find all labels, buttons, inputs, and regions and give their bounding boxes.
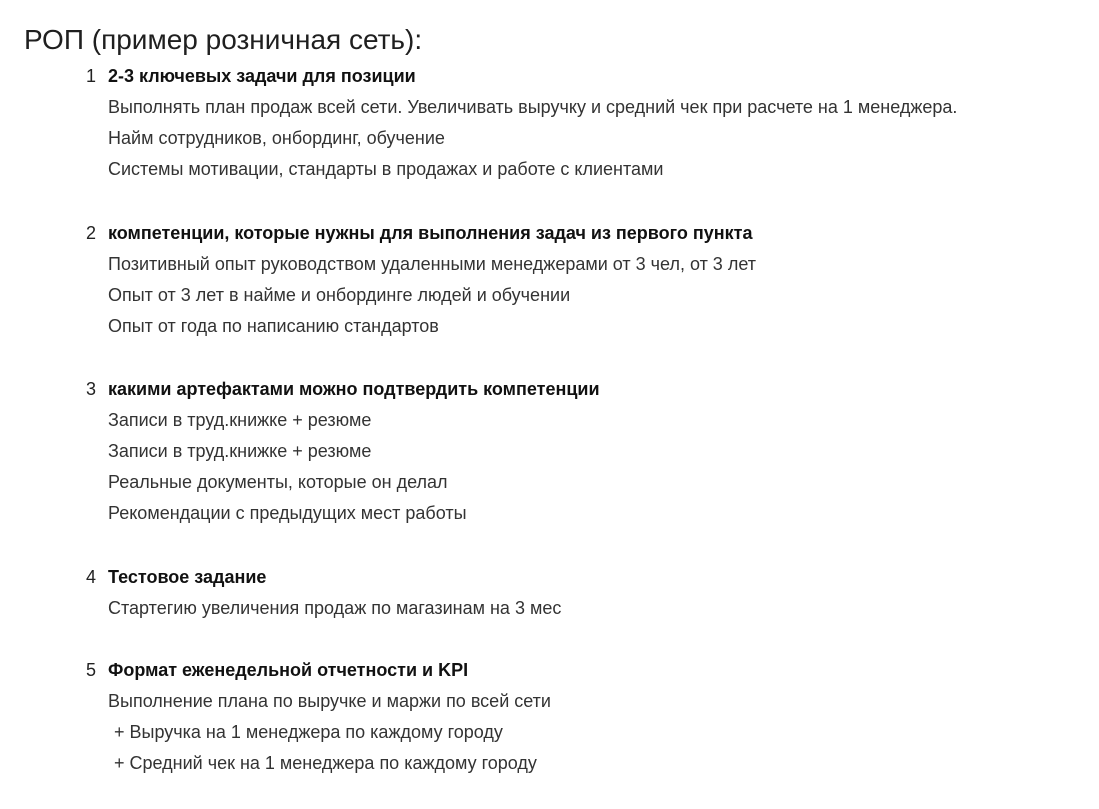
section-4 [86,562,1076,624]
section-3 [86,374,1076,529]
list-item: Позитивный опыт руководством удаленными менеджерами от 3 чел, от 3 лет [108,254,756,274]
section-heading: Формат еженедельной отчетности и KPI [108,660,469,680]
list-item: + Выручка на 1 менеджера по каждому городу [114,722,503,742]
list-item: Записи в труд.книжке + резюме [108,410,372,430]
section-header [86,61,1076,92]
list-item: Стартегию увеличения продаж по магазинам на 3 мес [108,598,562,618]
section-number: 5 [86,660,97,680]
section-header [86,562,1076,593]
list-item: Опыт от года по написанию стандартов [108,316,439,336]
section-heading: компетенции, которые нужны для выполнения задач из первого пункта [108,223,753,243]
section-items [86,249,1076,342]
section-header [86,655,1076,686]
section-items [86,405,1076,529]
section-number: 1 [86,66,97,86]
section-5 [86,655,1076,779]
list-item: Записи в труд.книжке + резюме [108,441,372,461]
list-item: Системы мотивации, стандарты в продажах и работе с клиентами [108,159,664,179]
list-item: Выполнять план продаж всей сети. Увеличивать выручку и средний чек при расчете на 1 менеджера. [108,97,958,117]
section-heading: 2-3 ключевых задачи для позиции [108,66,416,86]
list-item: Выполнение плана по выручке и маржи по всей сети [108,691,551,711]
section-heading: какими артефактами можно подтвердить компетенции [108,379,600,399]
section-header [86,218,1076,249]
list-item: Рекомендации с предыдущих мест работы [108,503,467,523]
page-title: РОП (пример розничная сеть): [24,24,423,55]
section-heading: Тестовое задание [108,567,267,587]
section-items [86,92,1076,185]
section-number: 4 [86,567,97,587]
list-item: Опыт от 3 лет в найме и онбординге людей и обучении [108,285,571,305]
list-item: Найм сотрудников, онбординг, обучение [108,128,445,148]
section-number: 2 [86,223,97,243]
section-1 [86,61,1076,185]
section-header [86,374,1076,405]
list-item: + Средний чек на 1 менеджера по каждому городу [114,753,537,773]
section-items [86,686,1076,779]
section-number: 3 [86,379,97,399]
section-items [86,593,1076,624]
section-2 [86,218,1076,342]
list-item: Реальные документы, которые он делал [108,472,448,492]
